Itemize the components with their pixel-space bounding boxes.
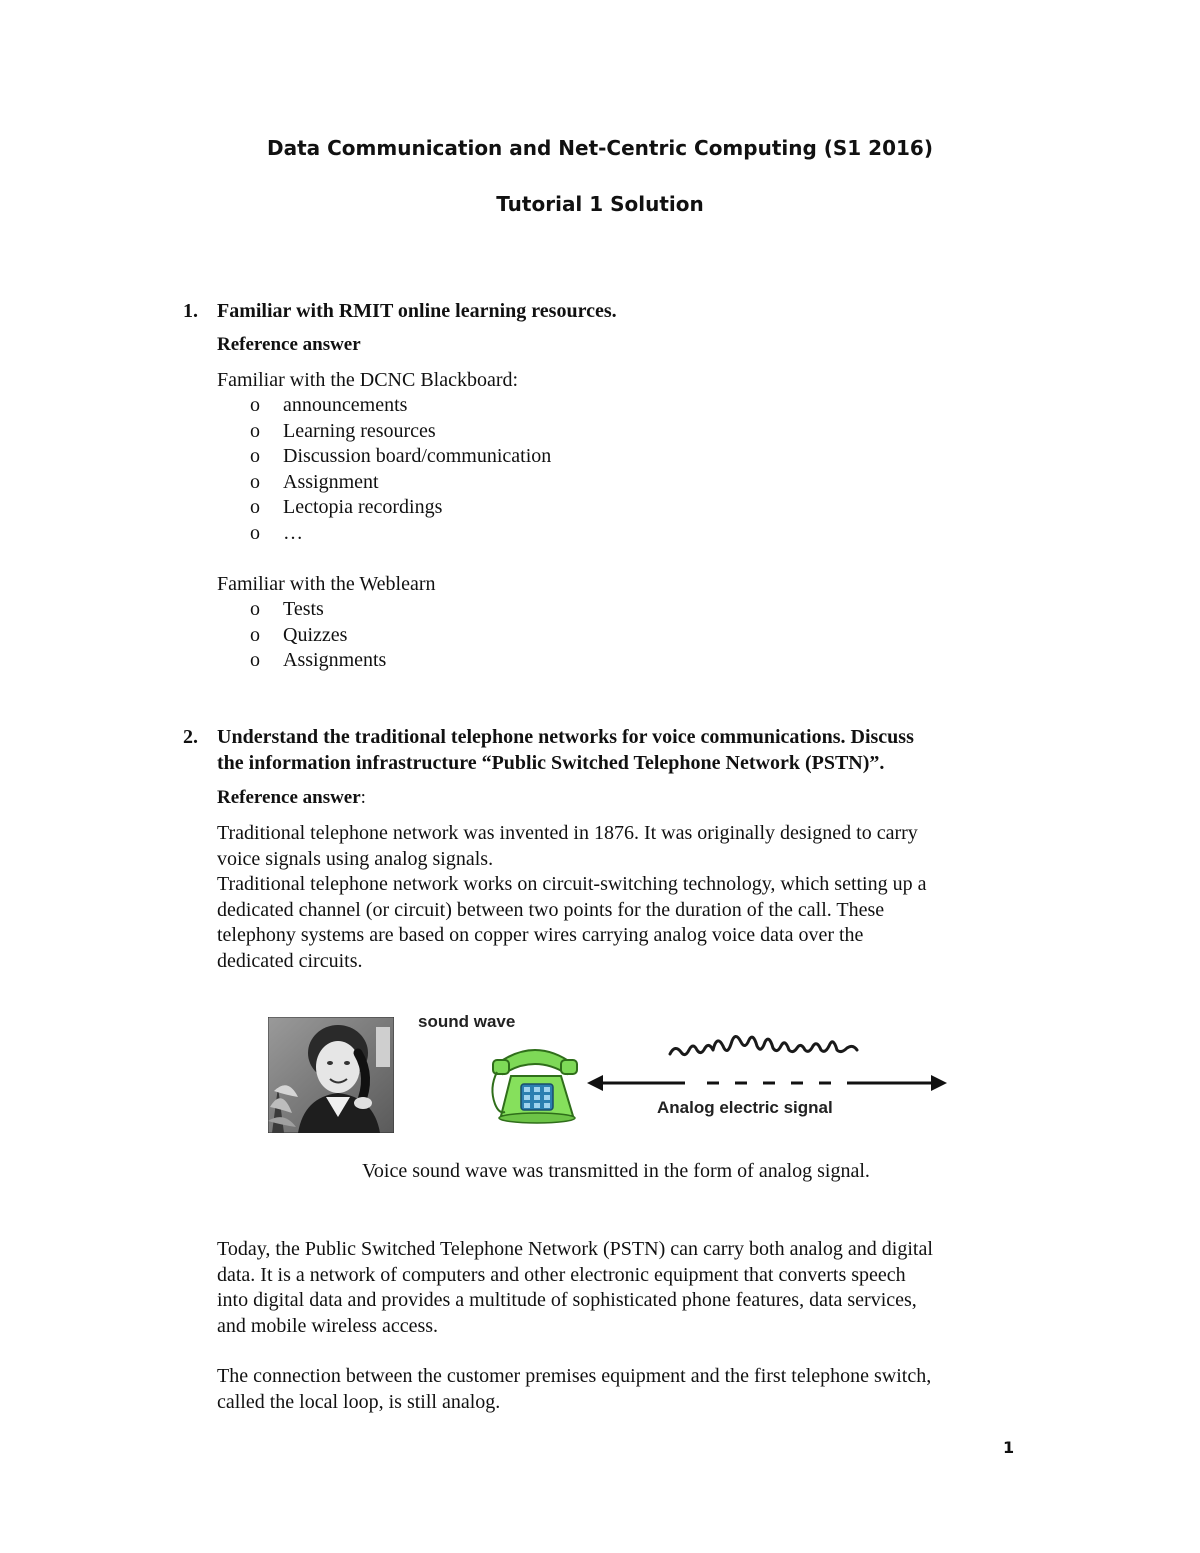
- list-item-text: Lectopia recordings: [283, 496, 443, 518]
- paragraph-local-loop: [217, 1364, 1027, 1415]
- paragraph-line: and mobile wireless access.: [217, 1314, 439, 1337]
- list-item-text: …: [283, 521, 303, 544]
- list-item: [250, 444, 551, 470]
- sound-wave-label: sound wave: [418, 1012, 516, 1031]
- question-text-line-1: Understand the traditional telephone networks for voice communications. Discuss: [217, 726, 914, 748]
- list-item-text: Tests: [283, 598, 324, 620]
- question-2: [183, 724, 1023, 776]
- bullet-marker: o: [250, 598, 260, 620]
- paragraph-traditional-network: [217, 821, 1027, 974]
- paragraph-line: Today, the Public Switched Telephone Network (PSTN) can carry both analog and digital: [217, 1238, 933, 1260]
- list-item-text: Quizzes: [283, 623, 348, 646]
- blackboard-intro: Familiar with the DCNC Blackboard:: [217, 369, 519, 391]
- reference-answer-label: [217, 787, 366, 809]
- question-number: 1.: [183, 300, 198, 322]
- reference-answer-label: Reference answer: [217, 334, 361, 355]
- list-item: [250, 521, 551, 547]
- bullet-marker: o: [250, 521, 260, 544]
- paragraph-line: telephony systems are based on copper wires carrying analog voice data over the: [217, 924, 864, 946]
- weblearn-list: [250, 597, 386, 674]
- woman-on-phone-photo: [268, 1017, 394, 1133]
- paragraph-line: called the local loop, is still analog.: [217, 1390, 501, 1413]
- telephone-icon: [487, 1042, 583, 1124]
- list-item-text: Learning resources: [283, 419, 436, 442]
- paragraph-line: data. It is a network of computers and other electronic equipment that converts speech: [217, 1263, 906, 1286]
- analog-signal-label: Analog electric signal: [657, 1098, 833, 1117]
- reference-answer-colon: :: [360, 787, 366, 808]
- paragraph-line: voice signals using analog signals.: [217, 847, 494, 870]
- paragraph-line: The connection between the customer premises equipment and the first telephone switch,: [217, 1365, 932, 1387]
- question-text-line-2: the information infrastructure “Public Switched Telephone Network (PSTN)”.: [217, 752, 885, 774]
- bullet-marker: o: [250, 496, 260, 518]
- analog-signal-figure: [265, 1010, 965, 1140]
- list-item: [250, 597, 386, 623]
- paragraph-line: Traditional telephone network works on circuit-switching technology, which setting up a: [217, 873, 927, 895]
- list-item-text: Assignment: [283, 470, 379, 493]
- reference-answer-text: Reference answer: [217, 787, 361, 808]
- paragraph-line: dedicated channel (or circuit) between two points for the duration of the call. These: [217, 898, 885, 921]
- bullet-marker: o: [250, 470, 260, 493]
- list-item: [250, 470, 551, 496]
- document-subtitle: Tutorial 1 Solution: [496, 192, 704, 216]
- bullet-marker: o: [250, 623, 260, 646]
- list-item: [250, 393, 551, 419]
- weblearn-intro: Familiar with the Weblearn: [217, 573, 436, 595]
- list-item: [250, 495, 551, 521]
- paragraph-pstn-today: [217, 1237, 1027, 1339]
- blackboard-list: [250, 393, 551, 546]
- paragraph-line: into digital data and provides a multitude of sophisticated phone features, data services,: [217, 1289, 917, 1311]
- bullet-marker: o: [250, 394, 260, 416]
- document-title: Data Communication and Net-Centric Computing (S1 2016): [267, 136, 933, 160]
- list-item: [250, 419, 551, 445]
- list-item: [250, 623, 386, 649]
- question-text: Familiar with RMIT online learning resources.: [217, 300, 617, 322]
- paragraph-line: dedicated circuits.: [217, 949, 363, 972]
- list-item: [250, 648, 386, 674]
- figure-caption: Voice sound wave was transmitted in the form of analog signal.: [362, 1160, 870, 1182]
- question-number: 2.: [183, 726, 198, 748]
- bullet-marker: o: [250, 649, 260, 671]
- question-1: [183, 298, 1023, 324]
- list-item-text: Assignments: [283, 649, 387, 671]
- page-number: 1: [1003, 1438, 1015, 1457]
- list-item-text: Discussion board/communication: [283, 445, 552, 467]
- bullet-marker: o: [250, 419, 260, 442]
- list-item-text: announcements: [283, 394, 408, 416]
- bullet-marker: o: [250, 445, 260, 467]
- analog-signal-arrow: [585, 1020, 955, 1100]
- paragraph-line: Traditional telephone network was invented in 1876. It was originally designed to carry: [217, 822, 918, 844]
